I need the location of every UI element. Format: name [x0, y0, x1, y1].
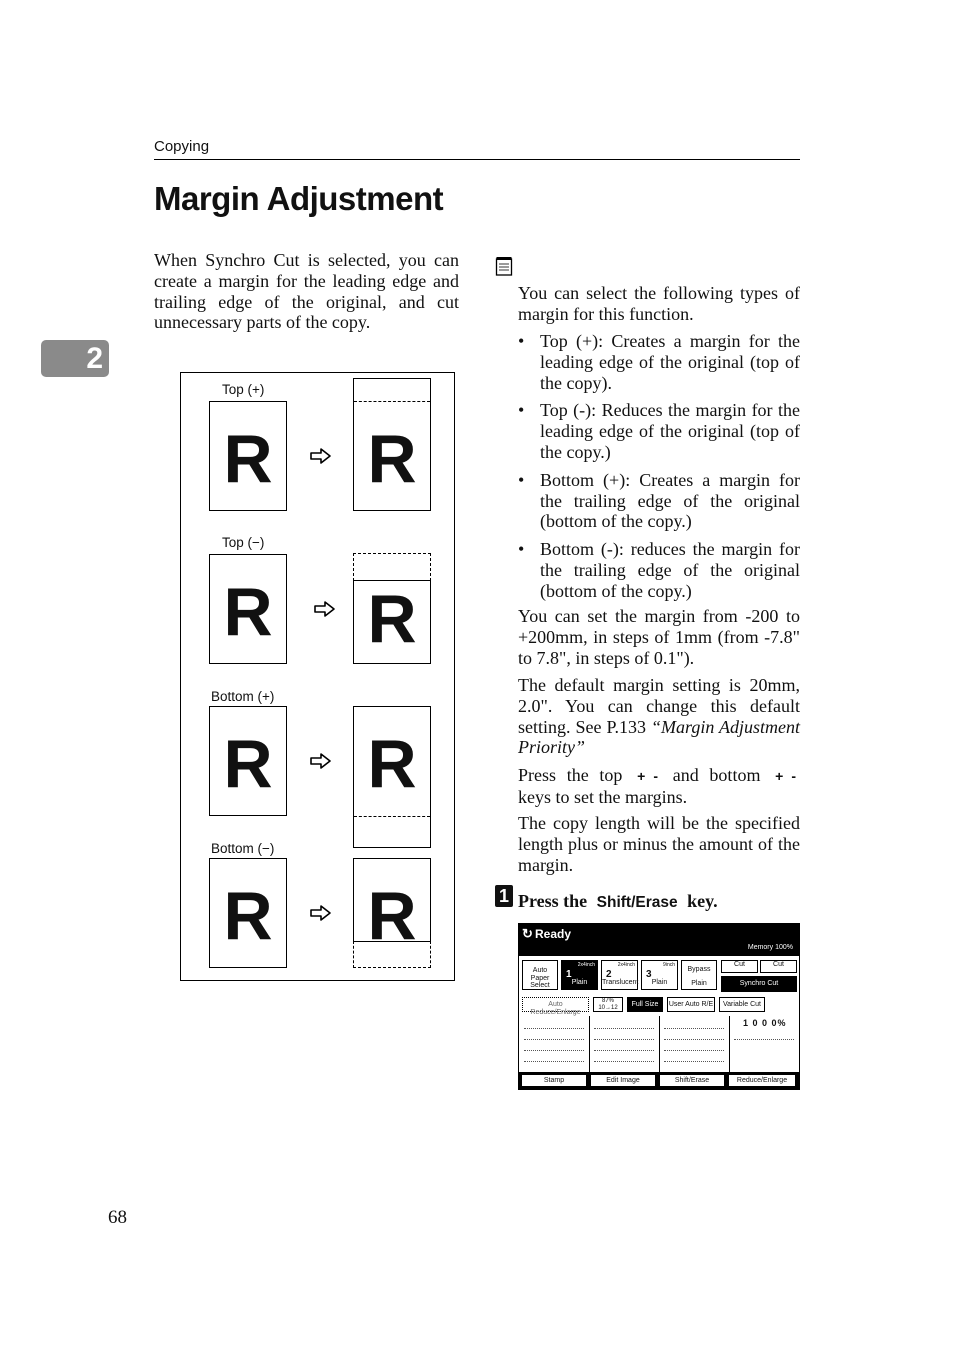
stamp-tab[interactable]: Stamp: [521, 1074, 587, 1087]
refresh-icon: ↻: [522, 926, 533, 941]
copy-page: [353, 858, 431, 954]
ratio-value: 87%: [601, 998, 614, 1004]
list-item: • Bottom (+): Creates a margin for the trailing edge of the original (bottom of the copy.): [518, 469, 800, 532]
panel-divider: [589, 1016, 590, 1072]
tray-size: 2x4inch: [617, 962, 635, 968]
synchro-cut-button[interactable]: Synchro Cut: [721, 976, 797, 992]
keys-text: and bottom: [672, 765, 761, 785]
diagram-label-top-plus: Top (+): [222, 382, 265, 397]
panel-divider: [659, 1016, 660, 1072]
bypass-tray-button[interactable]: [681, 960, 717, 990]
auto-reduce-enlarge-button[interactable]: Auto Reduce/Enlarge: [522, 997, 589, 1012]
step-instruction: [518, 891, 718, 912]
copy-page: [353, 378, 431, 511]
letter-r: R: [223, 726, 273, 802]
tray-number: 2: [606, 969, 612, 980]
tray-number: 1: [566, 969, 572, 980]
margin-line: [354, 816, 430, 817]
margin-line: [354, 401, 430, 402]
letter-r: R: [223, 421, 273, 497]
edit-image-tab[interactable]: Edit Image: [590, 1074, 656, 1087]
user-auto-re-button[interactable]: User Auto R/E: [667, 997, 715, 1012]
tray-paper: Plain: [651, 979, 668, 987]
shift-erase-tab[interactable]: Shift/Erase: [659, 1074, 725, 1087]
step-text: key.: [687, 891, 718, 911]
tray-size: 2x4inch: [577, 962, 595, 968]
letter-r: R: [367, 878, 417, 954]
removed-margin: [353, 941, 431, 968]
bullet-text: Bottom (+): Creates a margin for the trailing edge of the original (bottom of the copy.): [540, 469, 800, 532]
memory-indicator: Memory 100%: [747, 944, 793, 951]
letter-r: R: [367, 581, 417, 657]
full-size-button[interactable]: Full Size: [627, 997, 663, 1012]
tray-1-button[interactable]: [561, 960, 598, 990]
bottom-minus-key: -: [791, 768, 797, 784]
tray-size: 9inch: [663, 962, 675, 968]
margin-diagram: [180, 372, 455, 981]
cut-option-2-button[interactable]: Cut: [760, 960, 797, 973]
letter-r: R: [367, 421, 417, 497]
copier-control-panel: [518, 923, 800, 1090]
step-text: Press the: [518, 891, 588, 911]
original-page: [209, 858, 287, 968]
bypass-paper: Plain: [691, 979, 707, 987]
removed-margin: [353, 553, 431, 581]
bullet-text: Top (-): Reduces the margin for the leading edge of the original (top of the copy.): [540, 400, 800, 462]
note-range-paragraph: You can set the margin from -200 to +200mm, in steps of 1mm (from -7.8" to 7.8", in steps of 0.1").: [518, 606, 800, 668]
reduce-enlarge-tab[interactable]: Reduce/Enlarge: [728, 1074, 796, 1087]
panel-tab-bar: [519, 1072, 799, 1089]
copy-page: [353, 580, 431, 664]
note-pad-icon: [495, 256, 513, 276]
copy-quantity-display: 1 0 0 0%: [743, 1018, 787, 1028]
ratio-paper: 10→12: [598, 1004, 618, 1011]
tray-paper: Translucent: [602, 979, 639, 987]
diagram-label-bottom-plus: Bottom (+): [211, 689, 275, 704]
letter-r: R: [223, 878, 273, 954]
list-item: • Top (-): Reduces the margin for the leading edge of the original (top of the copy.): [518, 400, 800, 462]
ratio-preset-button[interactable]: [593, 997, 623, 1012]
original-page: [209, 706, 287, 816]
bottom-plus-key: +: [775, 768, 784, 784]
keys-text: keys to set the margins.: [518, 786, 688, 807]
note-lead: You can select the following types of margin for this function.: [518, 283, 800, 324]
page-number: 68: [108, 1207, 127, 1228]
list-item: • Bottom (-): reduces the margin for the trailing edge of the original (bottom of the copy.): [518, 539, 800, 601]
tray-3-button[interactable]: [641, 960, 678, 990]
top-plus-key: +: [637, 768, 646, 784]
cut-option-1-button[interactable]: Cut: [721, 960, 758, 973]
default-text: The default margin setting is 20mm, 2.0". You can change this default setting. See P.133: [518, 675, 800, 737]
tray-2-button[interactable]: [601, 960, 638, 990]
cross-reference-link[interactable]: “Margin Adjustment Priority”: [518, 716, 800, 758]
note-keys-paragraph: [518, 765, 800, 808]
ready-status: Ready: [535, 927, 572, 941]
arrow-right-outline-icon: [309, 904, 333, 922]
diagram-label-top-minus: Top (−): [222, 535, 265, 550]
arrow-right-outline-icon: [309, 752, 333, 770]
letter-r: R: [367, 726, 417, 802]
note-length-paragraph: The copy length will be the specified length plus or minus the amount of the margin.: [518, 813, 800, 875]
variable-cut-button[interactable]: Variable Cut: [719, 997, 765, 1012]
note-bullet-list: [518, 331, 800, 602]
bullet-text: Bottom (-): reduces the margin for the trailing edge of the original (bottom of the copy.): [540, 539, 800, 601]
page-title: Margin Adjustment: [154, 180, 444, 217]
diagram-label-bottom-minus: Bottom (−): [211, 841, 275, 856]
intro-paragraph: When Synchro Cut is selected, you can create a margin for the leading edge and trailing edge of the original, and cut unnecessary parts of the copy.: [154, 250, 459, 333]
bullet-text: Top (+): Creates a margin for the leading edge of the original (top of the copy).: [540, 331, 800, 393]
letter-r: R: [223, 574, 273, 650]
top-minus-key: -: [653, 768, 659, 784]
header-rule: [154, 159, 800, 160]
keys-text: Press the top: [518, 765, 623, 785]
copy-page: [353, 706, 431, 848]
arrow-right-outline-icon: [309, 447, 333, 465]
original-page: [209, 554, 287, 664]
list-item: • Top (+): Creates a margin for the leading edge of the original (top of the copy).: [518, 331, 800, 393]
panel-status-bar: [519, 924, 799, 956]
tray-paper: Plain: [571, 979, 588, 987]
step-number-icon: 1: [495, 885, 513, 907]
chapter-tab: 2: [41, 340, 109, 377]
note-default-paragraph: [518, 675, 800, 758]
original-page: [209, 401, 287, 511]
bypass-label: Bypass: [687, 966, 711, 973]
running-header: Copying: [154, 138, 210, 155]
arrow-right-outline-icon: [313, 600, 337, 618]
tray-number: 3: [646, 969, 652, 980]
shift-erase-key: Shift/Erase: [596, 894, 678, 911]
panel-divider: [729, 1016, 730, 1072]
auto-paper-select-button[interactable]: Auto Paper Select: [522, 960, 558, 990]
